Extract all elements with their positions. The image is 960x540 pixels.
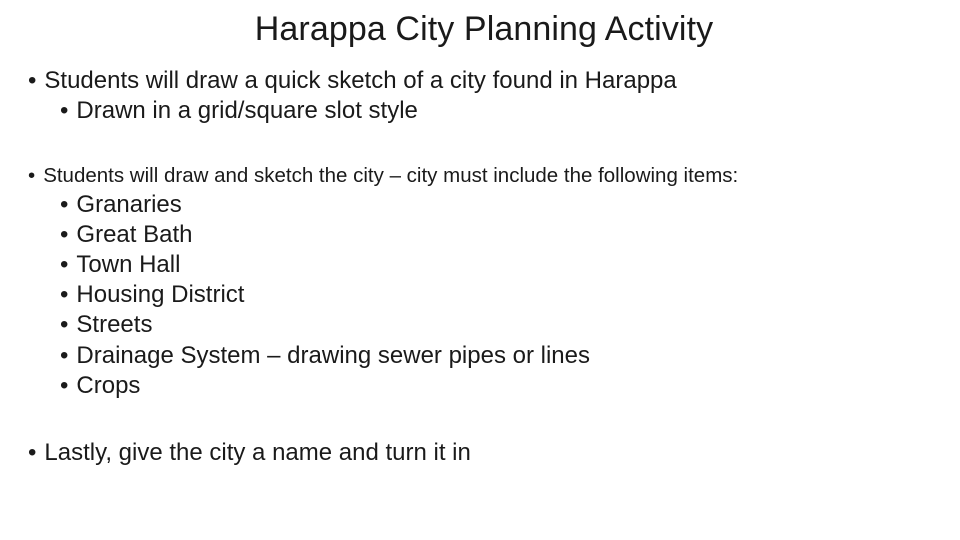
bullet-marker: • — [60, 97, 69, 124]
bullet-marker: • — [60, 251, 69, 278]
bullet-marker: • — [60, 342, 69, 369]
bullet-marker: • — [28, 67, 37, 94]
bullet-text: Drawn in a grid/square slot style — [76, 97, 418, 124]
bullet-item-include-items — [28, 161, 738, 191]
sub-bullet-item-drainage-system — [60, 341, 590, 371]
bullet-marker: • — [60, 221, 69, 248]
bullet-text: Housing District — [76, 281, 245, 308]
bullet-item-students-sketch — [28, 66, 677, 96]
sub-bullet-item-great-bath — [60, 220, 192, 250]
bullet-text: Town Hall — [76, 251, 181, 278]
sub-bullet-item-crops — [60, 371, 140, 401]
sub-bullet-item-grid-style — [60, 96, 418, 126]
bullet-text: Great Bath — [76, 221, 193, 248]
sub-bullet-item-granaries — [60, 190, 182, 220]
bullet-text: Streets — [76, 311, 153, 338]
bullet-text: Students will draw a quick sketch of a city found in Harappa — [44, 67, 677, 94]
sub-bullet-item-town-hall — [60, 250, 180, 280]
bullet-marker: • — [60, 191, 69, 218]
bullet-marker: • — [28, 439, 37, 466]
bullet-item-name-city — [28, 438, 471, 468]
bullet-text: Granaries — [76, 191, 182, 218]
bullet-marker: • — [60, 372, 69, 399]
bullet-marker: • — [28, 164, 36, 187]
bullet-marker: • — [60, 281, 69, 308]
bullet-text: Lastly, give the city a name and turn it in — [44, 439, 471, 466]
slide-title: Harappa City Planning Activity — [254, 10, 714, 48]
bullet-marker: • — [60, 311, 69, 338]
sub-bullet-item-housing-district — [60, 280, 244, 310]
sub-bullet-item-streets — [60, 310, 152, 340]
bullet-text: Students will draw and sketch the city – city must include the following items: — [43, 164, 739, 187]
bullet-text: Drainage System – drawing sewer pipes or lines — [76, 342, 590, 369]
bullet-text: Crops — [76, 372, 141, 399]
